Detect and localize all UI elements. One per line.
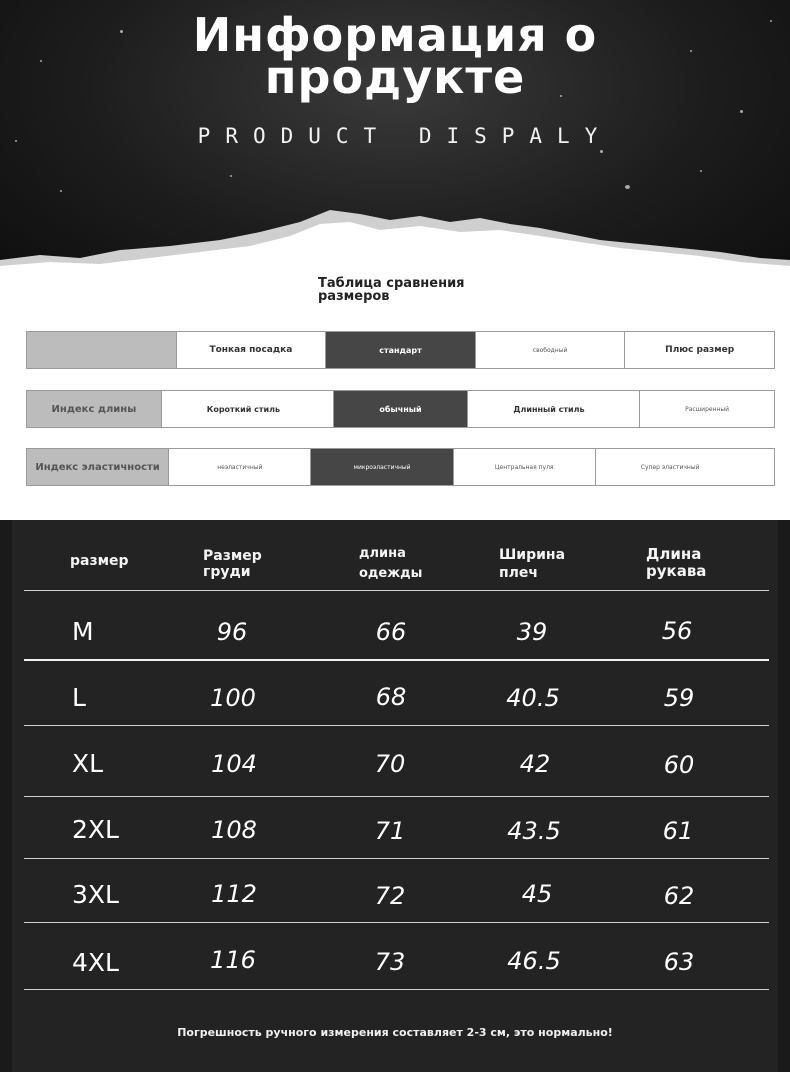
shoulder-cell: 46.5: [507, 947, 561, 975]
chest-cell: 108: [211, 816, 257, 844]
chest-cell: 104: [211, 750, 257, 778]
comparison-row-header: Индекс длины: [27, 391, 161, 427]
comparison-cell: Длинный стиль: [467, 391, 639, 427]
header-length: длина одежды: [359, 546, 423, 581]
comparison-row-fit: [26, 331, 775, 369]
comparison-cell-selected: стандарт: [325, 332, 475, 368]
row-divider: [24, 922, 769, 923]
shoulder-cell: 42: [519, 750, 551, 778]
size-cell: 3XL: [72, 880, 119, 909]
comparison-row-header: [27, 332, 176, 368]
size-cell: 2XL: [72, 815, 119, 844]
comparison-cell: Короткий стиль: [161, 391, 333, 427]
sleeve-cell: 56: [661, 617, 693, 645]
size-cell: M: [72, 617, 94, 646]
sleeve-cell: 63: [663, 948, 695, 976]
comparison-row-header: Индекс эластичности: [27, 449, 168, 485]
length-cell: 70: [374, 750, 406, 778]
sleeve-cell: 60: [663, 751, 695, 779]
comparison-title-line1: Таблица сравнения: [318, 276, 465, 291]
comparison-cell: Тонкая посадка: [176, 332, 326, 368]
row-divider: [24, 989, 769, 990]
comparison-cell: Центральная пуля: [453, 449, 595, 485]
size-cell: XL: [72, 749, 104, 778]
sleeve-cell: 61: [662, 817, 694, 845]
header-chest: Размер груди: [203, 548, 262, 580]
header-shoulder: Ширина плеч: [499, 547, 566, 581]
comparison-cell: свободный: [475, 332, 625, 368]
shoulder-cell: 45: [521, 880, 553, 908]
sleeve-cell: 59: [663, 684, 695, 712]
row-divider: [24, 725, 769, 726]
chest-cell: 100: [210, 684, 256, 712]
comparison-title-line2: размеров: [318, 289, 390, 304]
shoulder-cell: 43.5: [507, 817, 561, 845]
banner-title-line1: Информация о: [192, 8, 598, 62]
row-divider: [24, 659, 769, 661]
comparison-cell: Супер эластичный: [595, 449, 774, 485]
panel-edge-right: [778, 520, 790, 1072]
shoulder-cell: 40.5: [506, 684, 560, 712]
length-cell: 68: [375, 683, 407, 711]
header-size: размер: [70, 553, 129, 569]
length-cell: 72: [374, 882, 406, 910]
length-cell: 71: [374, 817, 406, 845]
comparison-cell: неэластичный: [168, 449, 310, 485]
comparison-cell-selected: микроэластичный: [310, 449, 452, 485]
comparison-cell-selected: обычный: [333, 391, 468, 427]
banner-subtitle: PRODUCT DISPALY: [197, 124, 613, 148]
product-banner: [0, 0, 790, 290]
banner-title-line2: продукте: [264, 50, 526, 104]
size-cell: 4XL: [72, 948, 119, 977]
chest-cell: 116: [210, 946, 256, 974]
panel-edge-left: [0, 520, 12, 1072]
shoulder-cell: 39: [516, 618, 548, 646]
comparison-row-length: [26, 390, 775, 428]
row-divider: [24, 590, 769, 591]
size-cell: L: [72, 683, 86, 712]
length-cell: 66: [375, 618, 407, 646]
header-sleeve: Длина рукава: [646, 545, 707, 580]
row-divider: [24, 858, 769, 859]
chest-cell: 112: [211, 880, 257, 908]
length-cell: 73: [374, 948, 406, 976]
banner-title: [0, 8, 790, 104]
sleeve-cell: 62: [663, 882, 695, 910]
chest-cell: 96: [216, 618, 248, 646]
comparison-row-elasticity: [26, 448, 775, 486]
comparison-cell: Расширенный: [639, 391, 774, 427]
comparison-cell: Плюс размер: [624, 332, 774, 368]
measurement-note: Погрешность ручного измерения составляет 2-3 см, это нормально!: [177, 1026, 613, 1039]
comparison-title: [318, 277, 498, 303]
row-divider: [24, 796, 769, 797]
